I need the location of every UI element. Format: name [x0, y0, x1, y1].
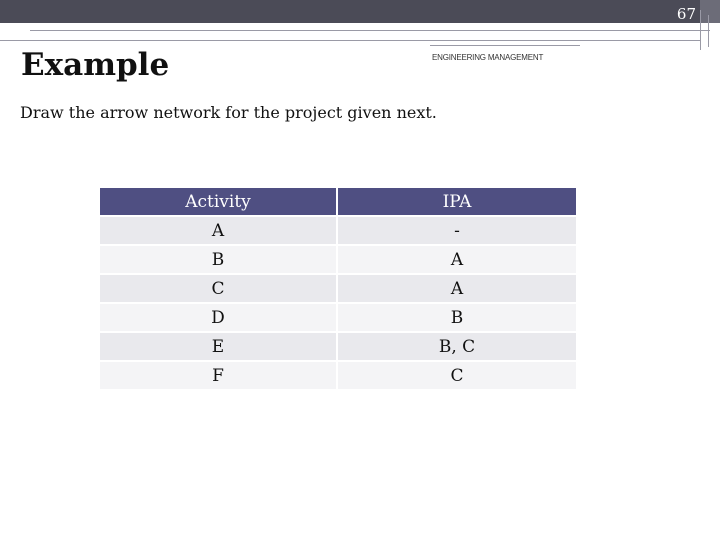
header-ipa: IPA — [338, 188, 576, 215]
slide-title: Example — [21, 47, 170, 83]
decorative-line — [30, 30, 710, 31]
cell-ipa: A — [338, 275, 576, 302]
table-row — [100, 333, 576, 360]
table-row — [100, 275, 576, 302]
cell-activity: D — [100, 304, 336, 331]
cell-ipa: C — [338, 362, 576, 389]
body-text: Draw the arrow network for the project given next. — [20, 103, 437, 122]
header-activity: Activity — [100, 188, 336, 215]
cell-ipa: B, C — [338, 333, 576, 360]
top-band — [0, 0, 700, 23]
cell-activity: F — [100, 362, 336, 389]
cell-ipa: - — [338, 217, 576, 244]
table-row — [100, 246, 576, 273]
cell-ipa: A — [338, 246, 576, 273]
cell-activity: A — [100, 217, 336, 244]
slide-number: 67 — [676, 5, 696, 23]
decorative-line — [700, 10, 701, 50]
cell-activity: E — [100, 333, 336, 360]
table-row — [100, 362, 576, 389]
header-label: ENGINEERING MANAGEMENT — [432, 53, 544, 62]
decorative-line — [430, 45, 580, 46]
cell-ipa: B — [338, 304, 576, 331]
table-row — [100, 304, 576, 331]
decorative-line — [0, 40, 700, 41]
top-band-accent — [700, 0, 720, 23]
activity-ipa-table — [98, 186, 578, 391]
table-header-row — [100, 188, 576, 215]
cell-activity: B — [100, 246, 336, 273]
cell-activity: C — [100, 275, 336, 302]
table-row — [100, 217, 576, 244]
decorative-line — [708, 15, 709, 47]
